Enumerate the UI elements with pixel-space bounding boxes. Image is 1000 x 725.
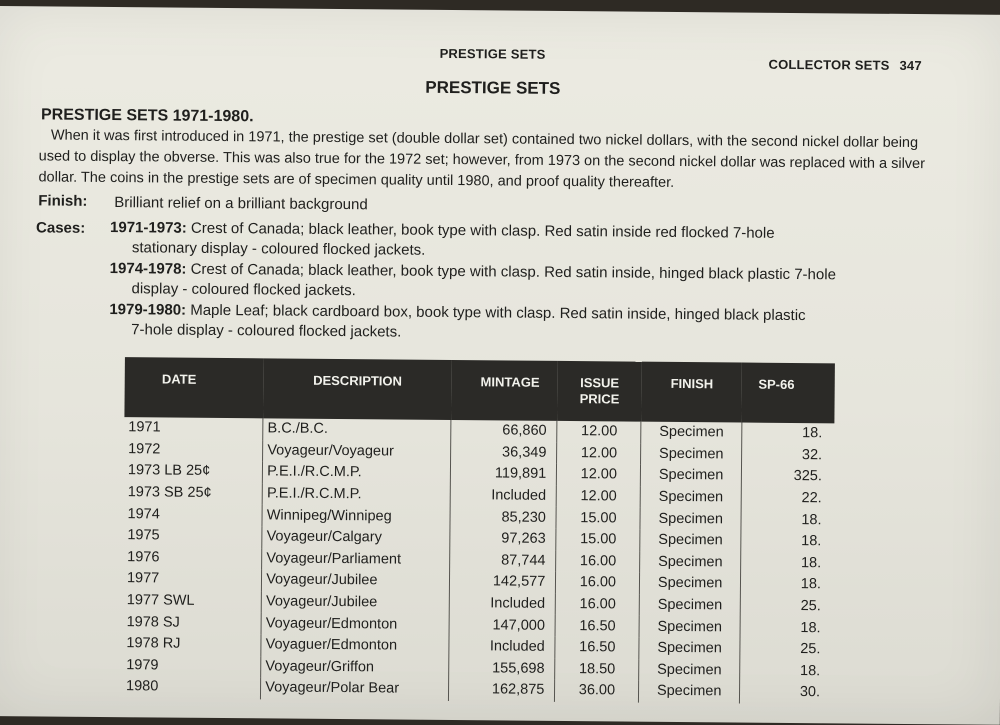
case-item	[109, 259, 939, 306]
prestige-sets-table	[122, 357, 835, 704]
cell-date: 1978 RJ	[126, 635, 181, 652]
cell-date: 1978 SJ	[126, 613, 180, 631]
section-heading: PRESTIGE SETS 1971-1980.	[40, 106, 254, 126]
cell-finish: Specimen	[641, 443, 742, 465]
cell-finish: Specimen	[641, 465, 742, 487]
cell-finish: Specimen	[640, 573, 741, 595]
cell-description: Voyageur/Polar Bear	[261, 677, 449, 700]
intro-paragraph: When it was first introduced in 1971, the prestige set (double dollar set) contained two nickel dollars, with the second nickel dollar being used to display the obverse. This was also true for the 1972 set; however, from 1973 on the second nickel dollar was replaced with a silver dollar. The coins in the prestige sets are of specimen quality until 1980, and proof quality thereafter.	[38, 127, 926, 191]
cell-mintage: 155,698	[449, 658, 555, 681]
cell-date: 1975	[127, 527, 160, 544]
cell-finish: Specimen	[640, 594, 741, 616]
col-header-sp66: SP-66	[742, 363, 835, 424]
cell-issue-price: 12.00	[557, 443, 641, 465]
case-text-continued: stationary display - coloured flocked jackets.	[131, 239, 426, 259]
cell-mintage: 147,000	[449, 614, 555, 637]
cell-finish: Specimen	[640, 551, 741, 573]
cell-finish: Specimen	[641, 486, 742, 508]
running-header-right	[768, 57, 921, 73]
cell-mintage: 142,577	[450, 571, 556, 594]
cell-description: Voyageur/Calgary	[262, 526, 450, 549]
cell-description: Voyageur/Voyageur	[263, 440, 451, 463]
cell-issue-price: 12.00	[557, 421, 641, 443]
cell-description: Voyageur/Jubilee	[261, 591, 449, 614]
case-years: 1979-1980:	[109, 301, 187, 319]
cell-date: 1977	[126, 570, 160, 587]
cases-label: Cases:	[35, 219, 86, 237]
cell-finish: Specimen	[641, 422, 742, 444]
col-header-date: DATE	[124, 357, 263, 418]
cell-description: Winnipeg/Winnipeg	[262, 505, 450, 528]
case-text: Crest of Canada; black leather, book type with clasp. Red satin inside red flocked 7-hole	[186, 219, 775, 242]
cases-list	[109, 218, 940, 348]
cell-mintage: Included	[449, 636, 555, 659]
cell-mintage: 97,263	[450, 528, 556, 551]
cell-mintage: 66,860	[451, 420, 557, 443]
cell-issue-price: 36.00	[555, 680, 639, 702]
cell-description: B.C./B.C.	[263, 418, 451, 441]
cell-issue-price: 16.00	[556, 594, 640, 616]
cell-finish: Specimen	[639, 616, 740, 638]
table-header-row	[124, 357, 834, 423]
case-years: 1971-1973:	[109, 219, 187, 237]
cell-date: 1973 LB 25¢	[127, 462, 211, 480]
cell-sp66: 325.	[741, 466, 834, 488]
cell-date: 1973 SB 25¢	[127, 484, 212, 501]
cell-date: 1980	[125, 678, 159, 695]
cell-description: P.E.I./R.C.M.P.	[262, 483, 450, 506]
book-page	[0, 6, 1000, 725]
case-text: Crest of Canada; black leather, book type with clasp. Red satin inside, hinged black plastic 7-hole	[186, 260, 837, 284]
cell-finish: Specimen	[640, 508, 741, 530]
cell-issue-price: 16.00	[556, 572, 640, 594]
cell-description: Voyageur/Parliament	[262, 548, 450, 571]
cell-issue-price: 15.00	[556, 507, 640, 529]
page-title: PRESTIGE SETS	[425, 77, 561, 98]
cell-mintage: Included	[451, 485, 557, 508]
cell-sp66: 22.	[741, 487, 834, 509]
case-text-continued: 7-hole display - coloured flocked jackets.	[131, 321, 402, 341]
cell-sp66: 18.	[740, 660, 833, 682]
finish-value: Brilliant relief on a brilliant background	[114, 194, 368, 214]
cell-mintage: 36,349	[451, 442, 557, 465]
cell-mintage: 119,891	[451, 463, 557, 486]
cell-sp66: 25.	[740, 595, 833, 617]
cell-description: Voyaguer/Edmonton	[261, 634, 449, 657]
cell-issue-price: 12.00	[556, 486, 640, 508]
finish-label: Finish:	[38, 192, 88, 210]
cell-sp66: 18.	[740, 552, 833, 574]
cell-sp66: 18.	[742, 423, 835, 445]
col-header-issue-price	[557, 361, 642, 422]
cell-mintage: 162,875	[449, 679, 555, 702]
col-header-description: DESCRIPTION	[263, 358, 452, 420]
cell-description: P.E.I./R.C.M.P.	[263, 462, 451, 485]
cell-sp66: 18.	[741, 509, 834, 531]
cell-description: Voyageur/Jubilee	[262, 570, 450, 593]
cell-mintage: 85,230	[450, 506, 556, 529]
cell-date: 1979	[126, 657, 159, 674]
cell-description: Voyageur/Edmonton	[261, 613, 449, 636]
col-header-mintage: MINTAGE	[451, 360, 557, 421]
case-text-continued: display - coloured flocked jackets.	[131, 280, 356, 300]
cell-issue-price: 18.50	[555, 658, 639, 680]
cell-date: 1974	[127, 505, 160, 523]
cell-mintage: 87,744	[450, 550, 556, 573]
case-item	[110, 218, 940, 265]
cell-date: 1971	[128, 419, 161, 436]
case-item	[109, 300, 939, 347]
cell-sp66: 30.	[739, 682, 832, 704]
case-years: 1974-1978:	[109, 260, 187, 278]
prestige-sets-table-wrap	[122, 357, 835, 704]
cell-issue-price: 16.50	[555, 637, 639, 659]
page-number: 347	[899, 57, 922, 74]
cell-issue-price: 12.00	[557, 464, 641, 486]
cell-issue-price: 16.00	[556, 550, 640, 572]
cell-date: 1976	[127, 549, 160, 566]
cell-sp66: 32.	[741, 444, 834, 466]
cell-date: 1977 SWL	[126, 592, 195, 609]
cell-finish: Specimen	[640, 530, 741, 552]
col-header-price: PRICE	[579, 391, 620, 407]
cell-date: 1972	[128, 441, 161, 458]
cell-finish: Specimen	[639, 659, 740, 681]
cell-sp66: 18.	[740, 617, 833, 639]
running-header-left: PRESTIGE SETS	[439, 45, 546, 62]
table-body	[122, 417, 834, 704]
cell-description: Voyageur/Griffon	[261, 656, 449, 679]
running-header-section: COLLECTOR SETS	[768, 56, 890, 73]
cell-sp66: 18.	[741, 531, 834, 553]
cell-sp66: 18.	[740, 574, 833, 596]
cell-issue-price: 15.00	[556, 529, 640, 551]
cell-mintage: Included	[450, 593, 556, 616]
case-text: Maple Leaf; black cardboard box, book type with clasp. Red satin inside, hinged black plastic	[186, 301, 806, 325]
cell-sp66: 25.	[740, 638, 833, 660]
cell-finish: Specimen	[639, 638, 740, 660]
col-header-finish: FINISH	[641, 362, 742, 423]
cell-issue-price: 16.50	[555, 615, 639, 637]
col-header-issue: ISSUE	[580, 375, 620, 391]
cell-finish: Specimen	[639, 681, 740, 703]
